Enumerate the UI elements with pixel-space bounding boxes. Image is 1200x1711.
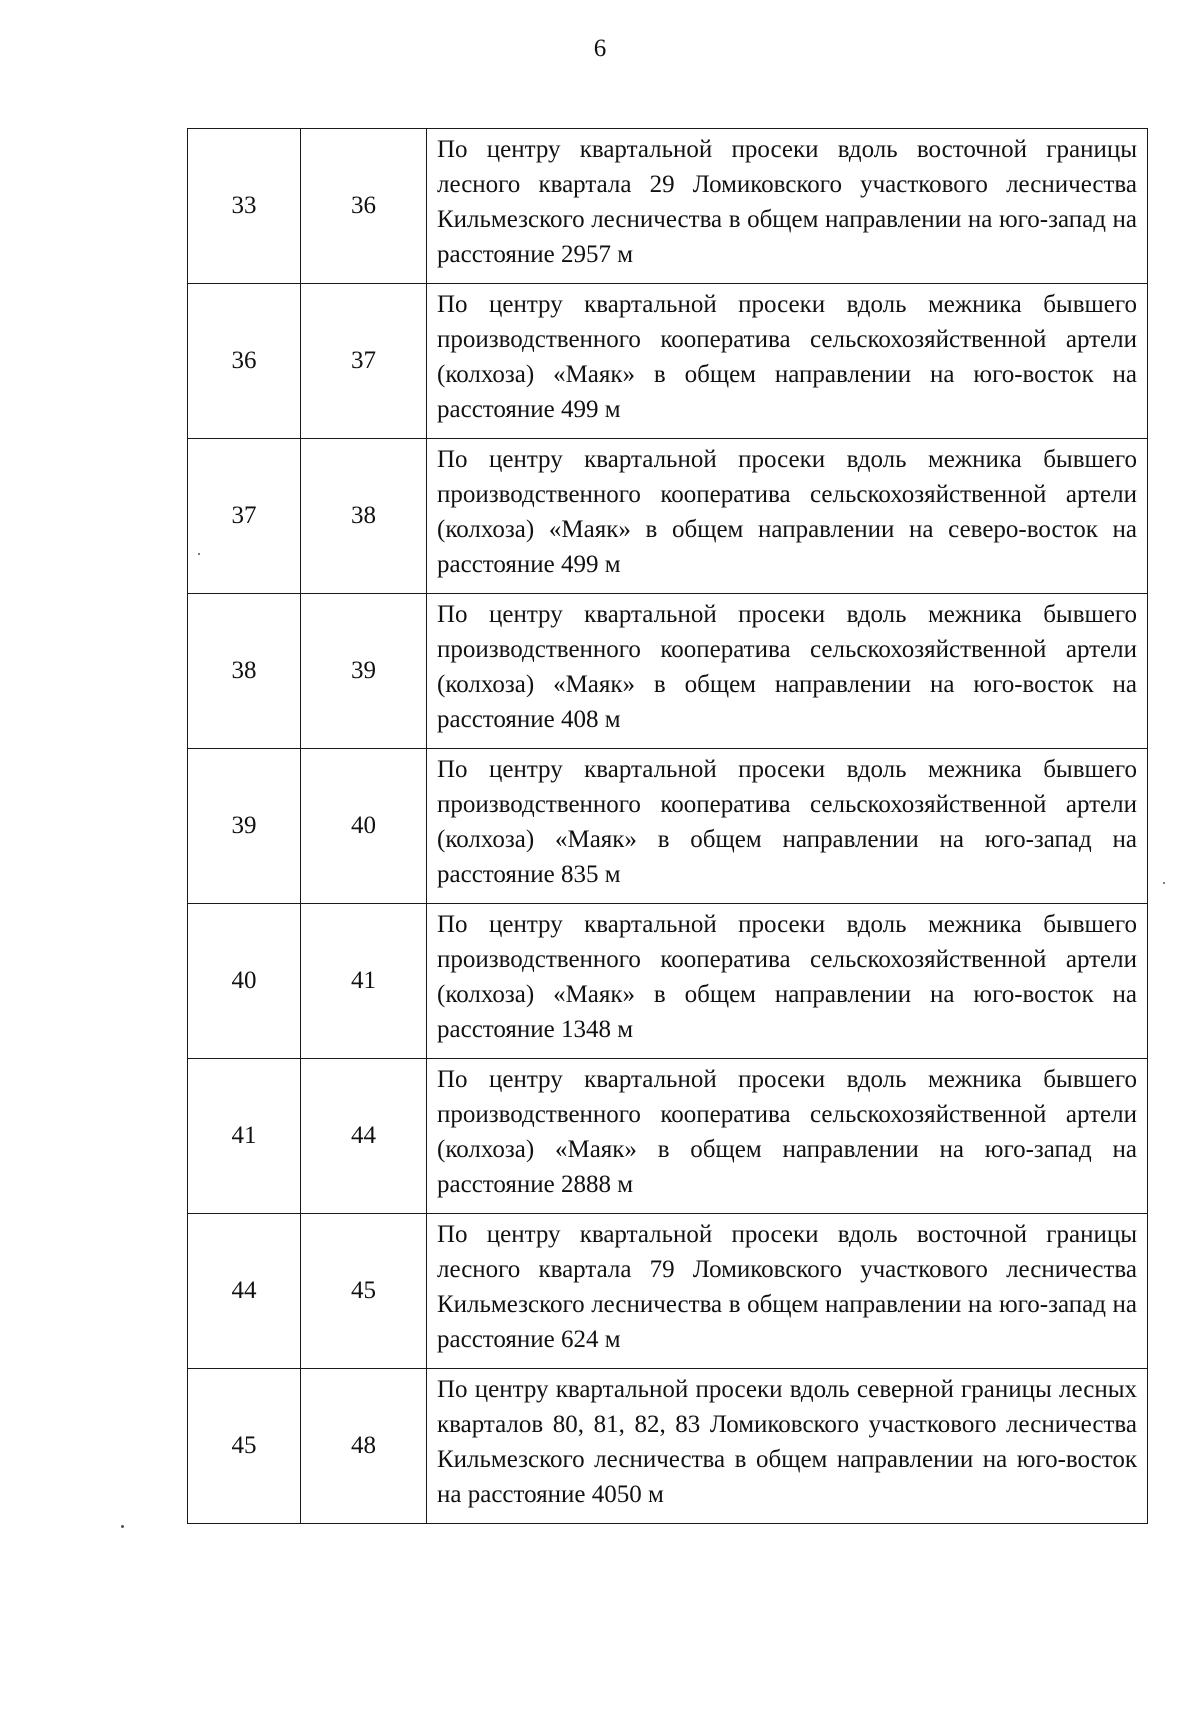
page-number: 6 (593, 35, 607, 62)
to-point-cell: 44 (301, 1059, 427, 1214)
from-point-cell: 41 (188, 1059, 301, 1214)
description-cell: По центру квартальной просеки вдоль межника бывшего производственного кооператива сельскохозяйственной артели (колхоза) «Маяк» в общем направлении на юго-запад на расстояние 835 м (427, 749, 1148, 904)
to-point-cell: 36 (301, 129, 427, 284)
description-cell: По центру квартальной просеки вдоль межника бывшего производственного кооператива сельскохозяйственной артели (колхоза) «Маяк» в общем направлении на юго-восток на расстояние 408 м (427, 594, 1148, 749)
table-row (188, 129, 1148, 284)
scan-speck (121, 1525, 124, 1528)
table-row (188, 1214, 1148, 1369)
from-point-cell: 44 (188, 1214, 301, 1369)
to-point-cell: 40 (301, 749, 427, 904)
scan-speck (1163, 882, 1165, 884)
table-row (188, 904, 1148, 1059)
from-point-cell: 40 (188, 904, 301, 1059)
from-point-cell: 37 (188, 439, 301, 594)
table-row (188, 749, 1148, 904)
description-cell: По центру квартальной просеки вдоль межника бывшего производственного кооператива сельскохозяйственной артели (колхоза) «Маяк» в общем направлении на юго-восток на расстояние 1348 м (427, 904, 1148, 1059)
description-cell: По центру квартальной просеки вдоль межника бывшего производственного кооператива сельскохозяйственной артели (колхоза) «Маяк» в общем направлении на северо-восток на расстояние 499 м (427, 439, 1148, 594)
from-point-cell: 39 (188, 749, 301, 904)
from-point-cell: 45 (188, 1369, 301, 1524)
description-cell: По центру квартальной просеки вдоль восточной границы лесного квартала 79 Ломиковского участкового лесничества Кильмезского лесничества в общем направлении на юго-запад на расстояние 624 м (427, 1214, 1148, 1369)
from-point-cell: 33 (188, 129, 301, 284)
boundary-description-table (187, 128, 1148, 1524)
table-row (188, 284, 1148, 439)
description-cell: По центру квартальной просеки вдоль восточной границы лесного квартала 29 Ломиковского участкового лесничества Кильмезского лесничества в общем направлении на юго-запад на расстояние 2957 м (427, 129, 1148, 284)
description-cell: По центру квартальной просеки вдоль межника бывшего производственного кооператива сельскохозяйственной артели (колхоза) «Маяк» в общем направлении на юго-восток на расстояние 499 м (427, 284, 1148, 439)
description-cell: По центру квартальной просеки вдоль межника бывшего производственного кооператива сельскохозяйственной артели (колхоза) «Маяк» в общем направлении на юго-запад на расстояние 2888 м (427, 1059, 1148, 1214)
table-row (188, 439, 1148, 594)
to-point-cell: 48 (301, 1369, 427, 1524)
scan-speck (198, 553, 200, 555)
table-row (188, 1059, 1148, 1214)
from-point-cell: 38 (188, 594, 301, 749)
from-point-cell: 36 (188, 284, 301, 439)
description-cell: По центру квартальной просеки вдоль северной границы лесных кварталов 80, 81, 82, 83 Ломиковского участкового лесничества Кильмезского лесничества в общем направлении на юго-восток на расстояние 4050 м (427, 1369, 1148, 1524)
to-point-cell: 45 (301, 1214, 427, 1369)
to-point-cell: 39 (301, 594, 427, 749)
to-point-cell: 41 (301, 904, 427, 1059)
to-point-cell: 38 (301, 439, 427, 594)
to-point-cell: 37 (301, 284, 427, 439)
table-row (188, 594, 1148, 749)
table-row (188, 1369, 1148, 1524)
